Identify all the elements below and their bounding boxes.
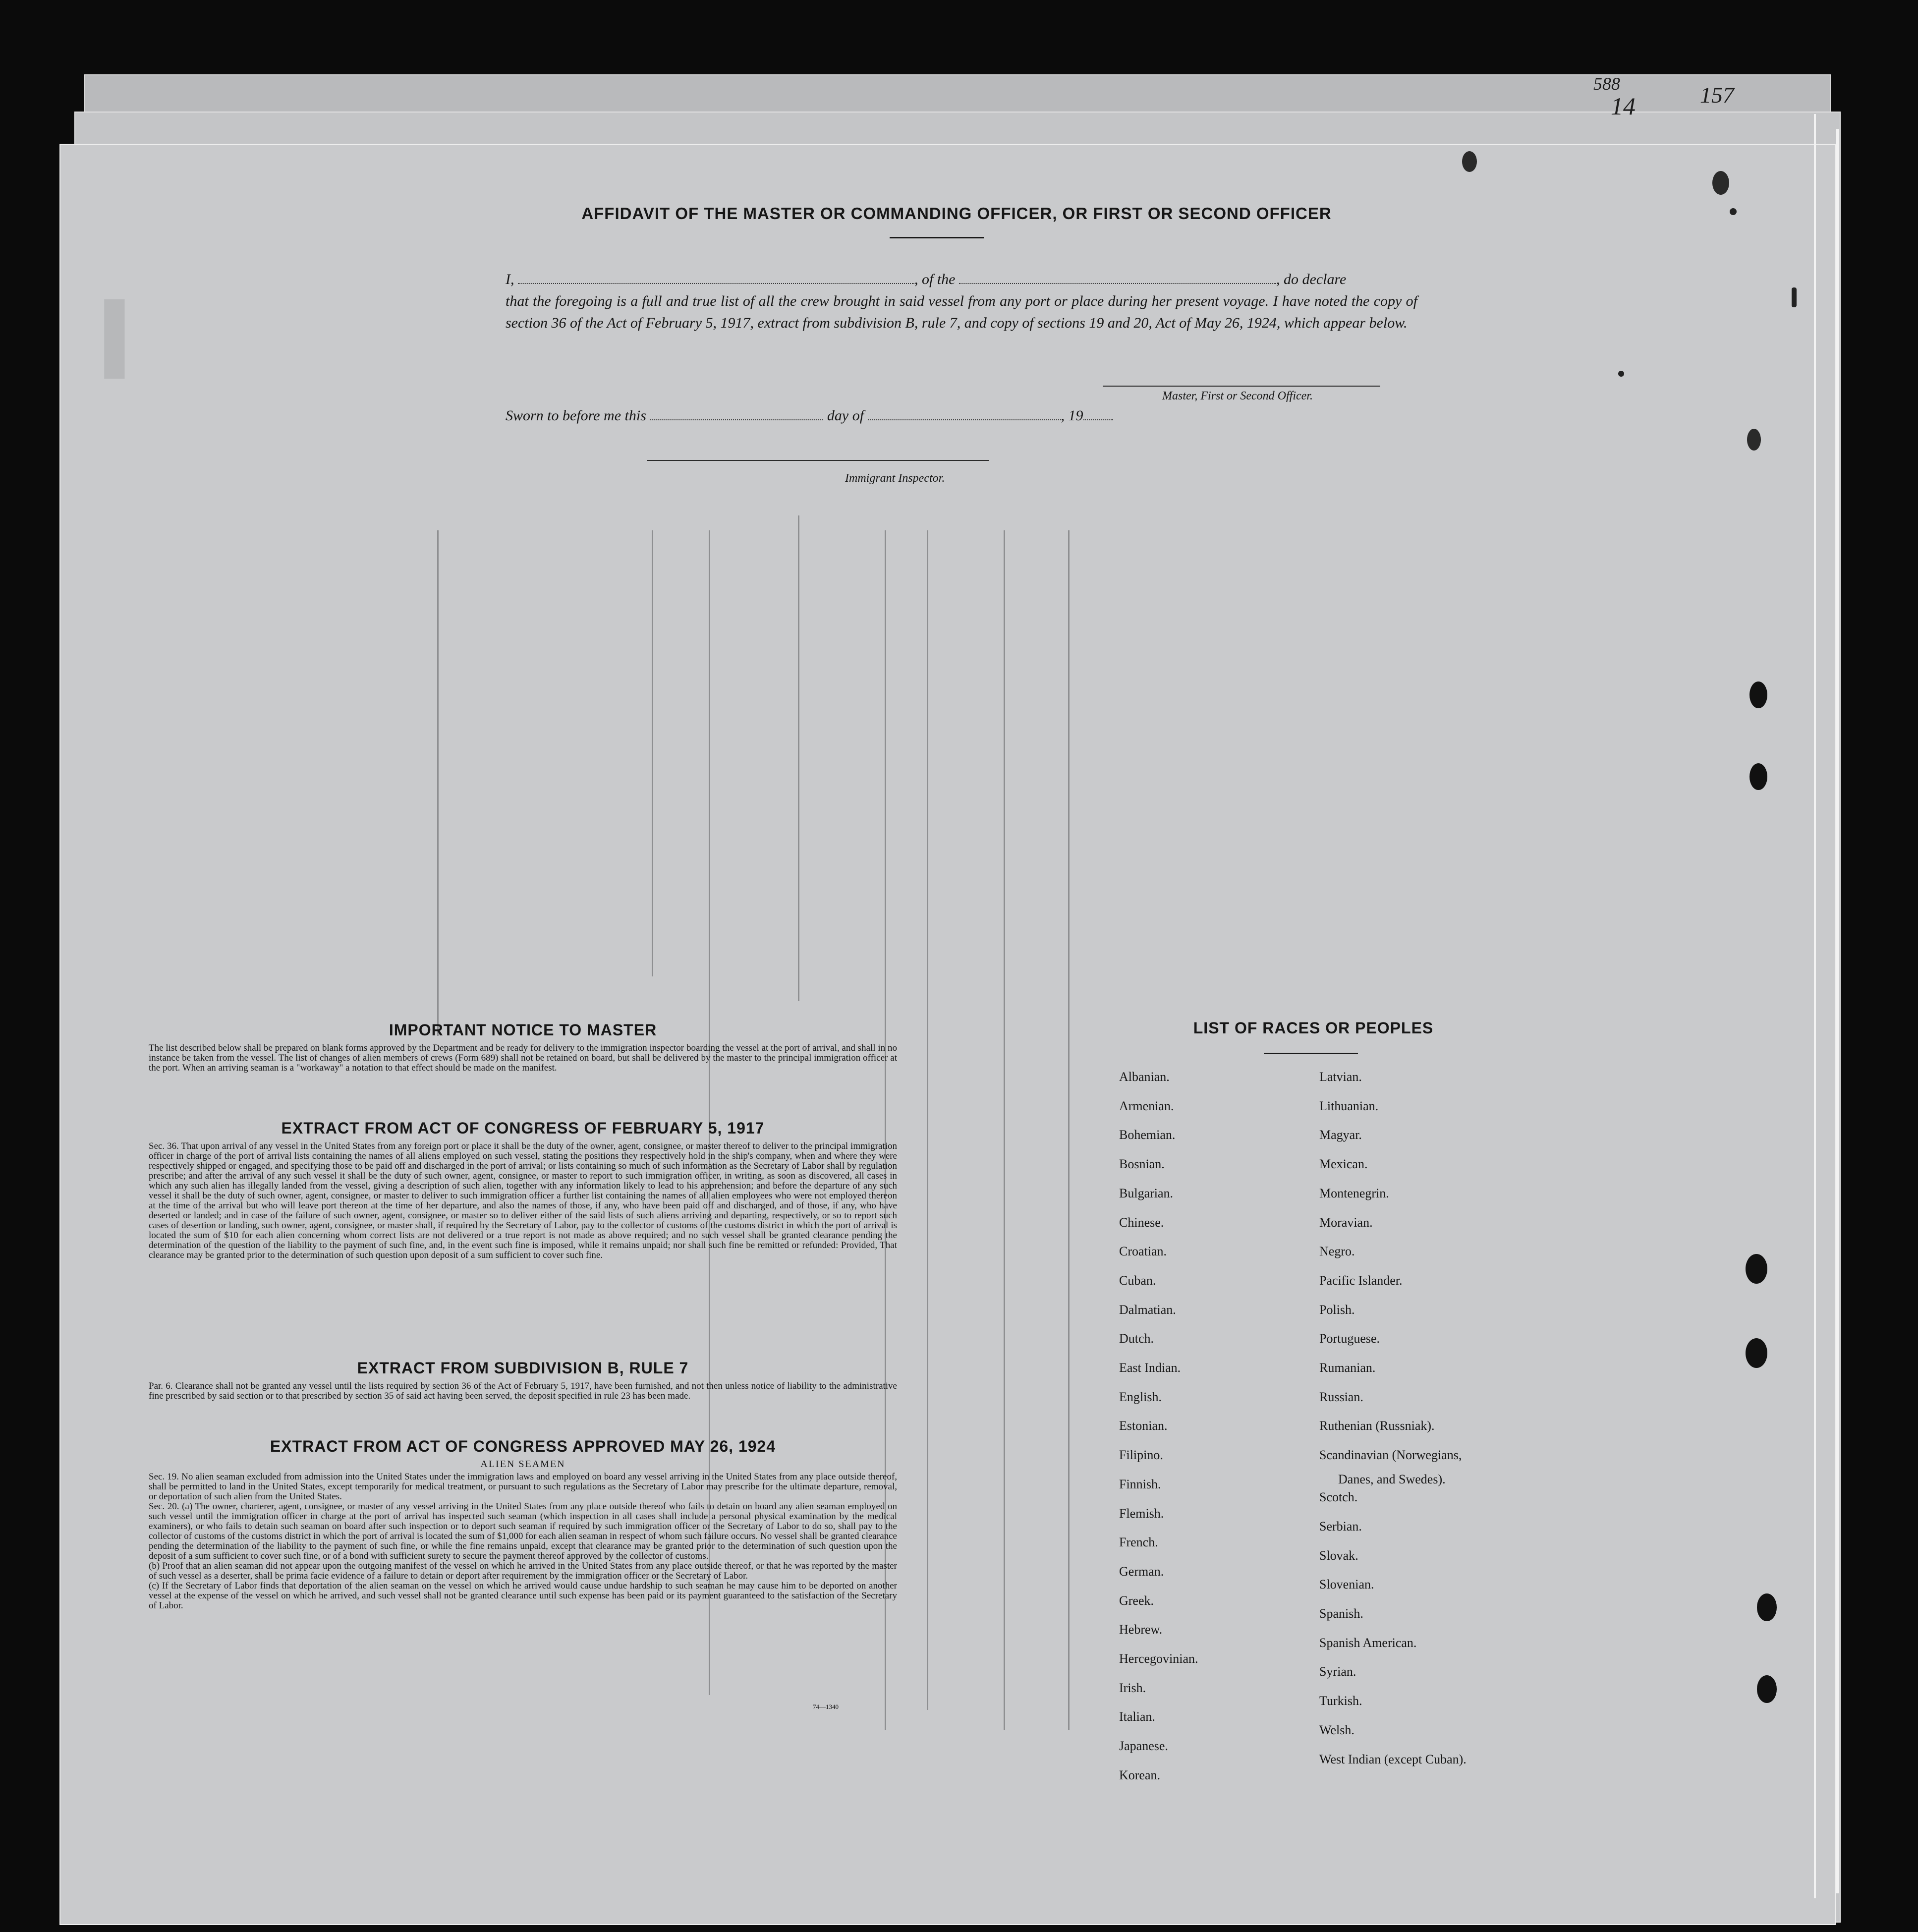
race-entry: Croatian.	[1119, 1244, 1167, 1259]
race-entry: Danes, and Swedes).	[1338, 1472, 1446, 1486]
extract-1924	[149, 1437, 897, 1611]
extract-1924-sec20b: (b) Proof that an alien seaman did not appear upon the outgoing manifest of the vessel on which he arrived in the United States from any place outside thereof, or that he was reported by the master of such vessel as a deserter, shall be prima facie evidence of a failure to detain or deport after requirement by the immigration officer or the Secretary of Labor.	[149, 1561, 897, 1581]
race-entry: Chinese.	[1119, 1215, 1164, 1230]
corner-note: 588	[1593, 74, 1620, 94]
race-entry: Slovenian.	[1319, 1577, 1374, 1592]
race-entry: Magyar.	[1319, 1128, 1362, 1142]
race-entry: Spanish American.	[1319, 1635, 1417, 1650]
race-entry: Welsh.	[1319, 1722, 1354, 1737]
ink-speck	[1618, 371, 1624, 377]
declaration-line-1	[506, 269, 1417, 290]
sheet-edge	[1836, 129, 1839, 1893]
declaration-i: I,	[506, 271, 514, 287]
declaration-body: that the foregoing is a full and true list of all the crew brought in said vessel from any port or place during her present voyage. I have noted the copy of section 36 of the Act of February 5, 1917, extract from subdivision B, rule 7, and copy of sections 19 and 20, Act of May 26, 1924, which appear below.	[506, 293, 1417, 331]
sheet-edge	[1814, 114, 1816, 1898]
race-entry: Scandinavian (Norwegians,	[1319, 1448, 1462, 1463]
declaration-do-declare: , do declare	[1276, 271, 1347, 287]
race-entry: Armenian.	[1119, 1098, 1174, 1113]
ink-speck	[1792, 287, 1797, 307]
punch-hole	[1749, 682, 1767, 708]
extract-rule-7-title: EXTRACT FROM SUBDIVISION B, RULE 7	[357, 1359, 689, 1377]
extract-1917	[149, 1119, 897, 1260]
races-title-underline	[1264, 1053, 1358, 1054]
race-entry: Hercegovinian.	[1119, 1651, 1198, 1666]
column-rule	[1068, 530, 1070, 1730]
punch-hole	[1462, 151, 1477, 172]
punch-hole	[1746, 1338, 1767, 1368]
form-number: 74—1340	[813, 1703, 839, 1710]
extract-1917-title: EXTRACT FROM ACT OF CONGRESS OF FEBRUARY 5, 1917	[281, 1119, 765, 1137]
sworn-year-prefix: , 19	[1061, 407, 1083, 424]
extract-rule-7-text: Par. 6. Clearance shall not be granted any vessel until the lists required by section 36 of the Act of February 5, 1917, have been furnished, and not then unless notice of liability to the administrative fine prescribed by said section or to that prescribed by section 35 of said act having been served, the deposit specified in rule 23 has been made.	[149, 1381, 897, 1401]
race-entry: Greek.	[1119, 1593, 1154, 1608]
sworn-text: Sworn to before me this	[506, 407, 646, 424]
races-title: LIST OF RACES OR PEOPLES	[1193, 1019, 1434, 1037]
punch-hole	[1757, 1675, 1777, 1703]
ink-speck	[1730, 208, 1737, 215]
extract-1924-sec19: Sec. 19. No alien seaman excluded from admission into the United States under the immigration laws and employed on board any vessel arriving in the United States from any place outside thereof, shall be permitted to land in the United States, except temporarily for medical treatment, or pursuant to such regulations as the Secretary of Labor may prescribe for the ultimate departure, removal, or deportation of such alien from the United States.	[149, 1472, 897, 1502]
race-entry: Scotch.	[1319, 1490, 1358, 1505]
punch-hole	[1712, 171, 1729, 195]
race-entry: Montenegrin.	[1319, 1186, 1389, 1200]
race-entry: Mexican.	[1319, 1157, 1368, 1172]
race-entry: Dalmatian.	[1119, 1302, 1176, 1317]
extract-1924-subtitle: ALIEN SEAMEN	[480, 1459, 565, 1470]
sworn-month-blank[interactable]	[868, 419, 1061, 420]
name-blank[interactable]	[518, 283, 914, 284]
race-entry: Portuguese.	[1319, 1331, 1380, 1346]
corner-note: 14	[1611, 92, 1636, 120]
race-entry: Italian.	[1119, 1709, 1155, 1724]
race-entry: Pacific Islander.	[1319, 1273, 1403, 1288]
punch-hole	[1749, 763, 1767, 790]
inspector-label: Immigrant Inspector.	[845, 472, 945, 485]
column-rule	[1004, 530, 1005, 1730]
sworn-day-blank[interactable]	[650, 419, 823, 420]
notice-title: IMPORTANT NOTICE TO MASTER	[389, 1021, 657, 1039]
race-entry: Polish.	[1319, 1302, 1355, 1317]
column-rule	[437, 530, 439, 1036]
race-entry: Turkish.	[1319, 1694, 1362, 1708]
race-entry: Spanish.	[1319, 1606, 1363, 1621]
sworn-year-blank[interactable]	[1083, 419, 1113, 420]
column-rule	[652, 530, 653, 976]
race-entry: East Indian.	[1119, 1361, 1181, 1375]
race-entry: Negro.	[1319, 1244, 1355, 1259]
extract-1924-title: EXTRACT FROM ACT OF CONGRESS APPROVED MAY 26, 1924	[270, 1437, 776, 1455]
race-entry: Bohemian.	[1119, 1128, 1176, 1142]
race-entry: Bosnian.	[1119, 1157, 1165, 1172]
extract-1917-text: Sec. 36. That upon arrival of any vessel in the United States from any foreign port or place it shall be the duty of the owner, agent, consignee, or master thereof to deliver to the principal immigration officer in charge of the port of arrival lists containing the names of all aliens employed on such vessel, stating the positions they respectively hold in the ship's company, when and where they were respectively shipped or engaged, and specifying those to be paid off and discharged in the port of arrival; or lists containing so much of such information as the Secretary of Labor shall by regulation prescribe; and after the arrival of any such vessel it shall be the duty of such owner, agent, consignee, or master to report to such immigration officer, in writing, as soon as discovered, all cases in which any such alien has illegally landed from the vessel, giving a description of such alien, together with any information likely to lead to his apprehension; and before the departure of any such vessel it shall be the duty of such owner, agent, consignee, or master to deliver to such immigration officer a further list containing the names of all alien employees who were not employed thereon at the time of the arrival but who will leave port thereon at the time of her departure, and also the names of those, if any, who have been paid off and discharged, and of those, if any, who have deserted or landed; and in case of the failure of such owner, agent, consignee, or master so to deliver either of the said lists of such aliens arriving and departing, respectively, or so to report such cases of desertion or landing, such owner, agent, consignee, or master shall, if required by the Secretary of Labor, pay to the collector of customs of the customs district in which the port of arrival is located the sum of $10 for each alien concerning whom correct lists are not delivered or a true report is not made as above required; and no such vessel shall be granted clearance pending the determination of the question of the liability to the payment of such fine, and, in the event such fine is imposed, while it remains unpaid; nor shall such fine be remitted or refunded: Provided, That clearance may be granted prior to the determination of such question upon deposit of a sum sufficient to cover such fine.	[149, 1141, 897, 1260]
race-entry: Korean.	[1119, 1767, 1161, 1782]
race-entry: Cuban.	[1119, 1273, 1156, 1288]
race-entry: Irish.	[1119, 1680, 1146, 1695]
extract-rule-7	[149, 1359, 897, 1401]
corner-note: 157	[1700, 82, 1734, 108]
notice-text: The list described below shall be prepared on blank forms approved by the Department and be ready for delivery to the immigration inspector boarding the vessel at the port of arrival, and shall in no instance be taken from the vessel. The list of changes of alien members of crews (Form 689) shall not be retained on board, but shall be delivered by the master to the principal immigration officer at the port. When an arriving seaman is a "workaway" a notation to that effect should be made on the manifest.	[149, 1043, 897, 1073]
declaration-of-the: , of the	[914, 271, 956, 287]
race-entry: Ruthenian (Russniak).	[1319, 1419, 1435, 1433]
column-rule	[798, 515, 799, 1001]
race-entry: English.	[1119, 1389, 1162, 1404]
race-entry: German.	[1119, 1564, 1164, 1579]
extract-1924-sec20a: Sec. 20. (a) The owner, charterer, agent, consignee, or master of any vessel arriving in the United States from any place outside thereof who fails to detain on board any alien seaman employed on such vessel until the immigration officer in charge at the port of arrival has inspected such seaman (which inspection in all cases shall include a personal physical examination by the medical examiners), or who fails to detain such seaman on board after such inspection or to deport such seaman if required by such immigration officer or the Secretary of Labor to do so, shall pay to the collector of customs of the customs district in which the port of arrival is located the sum of $1,000 for each alien seaman in respect of whom such failure occurs. No vessel shall be granted clearance pending the determination of the liability to the payment of such fine, or while the fine remains unpaid, except that clearance may be granted prior to the determination of such question upon the deposit of a sum sufficient to cover such fine, or of a bond with sufficient surety to secure the payment thereof approved by the collector of customs.	[149, 1501, 897, 1561]
race-entry: Serbian.	[1319, 1519, 1362, 1534]
race-entry: Moravian.	[1319, 1215, 1373, 1230]
race-entry: Flemish.	[1119, 1506, 1164, 1521]
race-entry: Slovak.	[1319, 1548, 1358, 1563]
master-signature-line[interactable]	[1103, 386, 1380, 387]
punch-hole	[1746, 1254, 1767, 1284]
race-entry: Estonian.	[1119, 1419, 1168, 1433]
extract-1924-sec20c: (c) If the Secretary of Labor finds that deportation of the alien seaman on the vessel on which he arrived would cause undue hardship to such seaman he may cause him to be deported on another vessel at the expense of the vessel on which he arrived, and such vessel shall not be granted clearance until such expense has been paid or its payment guaranteed to the satisfaction of the Secretary of Labor.	[149, 1581, 897, 1611]
race-entry: West Indian (except Cuban).	[1319, 1752, 1467, 1766]
race-entry: Bulgarian.	[1119, 1186, 1174, 1200]
bleed-through-mark: I	[94, 278, 135, 404]
punch-hole	[1747, 429, 1761, 451]
sworn-line	[506, 407, 1113, 424]
affidavit-title: AFFIDAVIT OF THE MASTER OR COMMANDING OFFICER, OR FIRST OR SECOND OFFICER	[581, 204, 1332, 223]
race-entry: Japanese.	[1119, 1739, 1168, 1754]
race-entry: Albanian.	[1119, 1070, 1170, 1084]
race-entry: Syrian.	[1319, 1664, 1356, 1679]
race-entry: Lithuanian.	[1319, 1098, 1379, 1113]
vessel-blank[interactable]	[959, 283, 1276, 284]
race-entry: Latvian.	[1319, 1070, 1362, 1084]
race-entry: Russian.	[1319, 1389, 1363, 1404]
race-entry: Filipino.	[1119, 1448, 1163, 1463]
affidavit-declaration	[506, 269, 1417, 334]
race-entry: Finnish.	[1119, 1477, 1161, 1491]
sworn-day-of: day of	[827, 407, 864, 424]
column-rule	[927, 530, 928, 1710]
title-underline	[890, 237, 984, 238]
race-entry: Dutch.	[1119, 1331, 1154, 1346]
race-entry: French.	[1119, 1535, 1158, 1550]
inspector-signature-line[interactable]	[647, 460, 989, 461]
punch-hole	[1757, 1593, 1777, 1621]
important-notice	[149, 1021, 897, 1073]
master-signature-label: Master, First or Second Officer.	[1162, 390, 1313, 402]
race-entry: Rumanian.	[1319, 1361, 1376, 1375]
race-entry: Hebrew.	[1119, 1622, 1163, 1637]
